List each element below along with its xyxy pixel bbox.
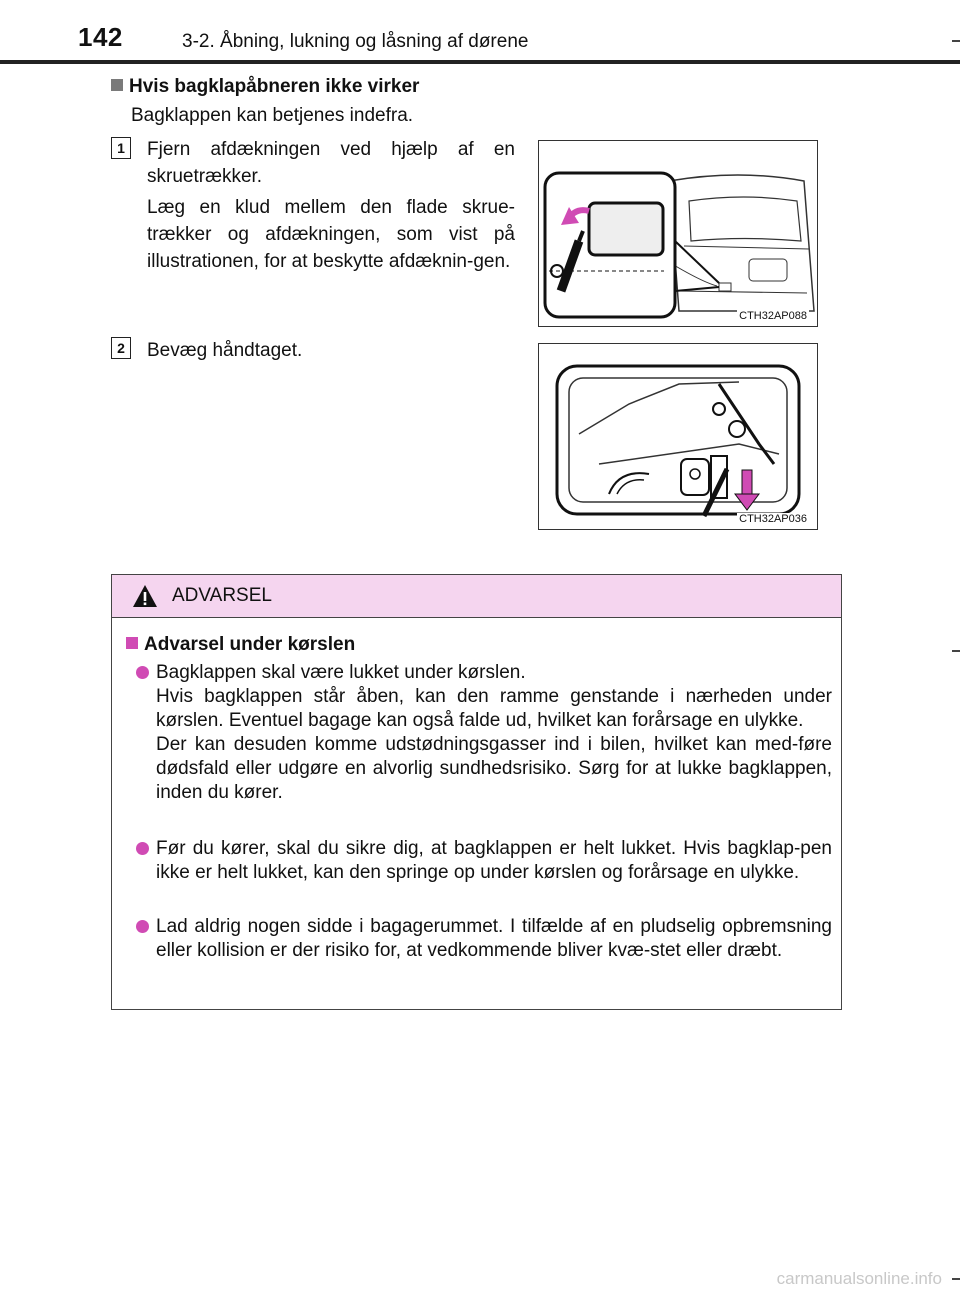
warning-line: Lad aldrig nogen sidde i bagagerummet. I tilfælde af en pludselig opbremsning eller kollision er der risiko for, at vedkommende bliver kvæ-stet eller dræbt.	[156, 916, 832, 961]
step-2-text: Bevæg håndtaget.	[147, 340, 303, 361]
step-1-text: Fjern afdækningen ved hjælp af en skruetrækker.	[147, 139, 515, 187]
page-number: 142	[78, 22, 123, 52]
lever-illustration	[539, 344, 817, 529]
bullet-dot-icon	[136, 666, 149, 679]
section-heading	[111, 76, 419, 98]
warning-title: ADVARSEL	[172, 585, 272, 606]
section-intro: Bagklappen kan betjenes indefra.	[131, 105, 414, 126]
warning-triangle-icon	[132, 584, 158, 608]
warning-line: Før du kører, skal du sikre dig, at bagklappen er helt lukket. Hvis bagklap-pen ikke er helt lukket, kan den springe op under kørslen og forårsage en ulykke.	[156, 838, 832, 883]
section-heading-text: Hvis bagklapåbneren ikke virker	[129, 76, 420, 97]
warning-line: Der kan desuden komme udstødningsgasser ind i bilen, hvilket kan med-føre dødsfald eller udgøre en alvorlig sundhedsrisiko. Sørg for at lukke bagklappen, inden du kører.	[156, 734, 832, 803]
figure-code: CTH32AP088	[739, 310, 807, 322]
square-bullet-icon	[126, 637, 138, 649]
warning-line: Bagklappen skal være lukket under kørslen.	[156, 662, 526, 683]
step-number-badge: 1	[111, 137, 131, 159]
warning-item	[136, 915, 832, 963]
warning-box	[111, 574, 842, 1010]
bullet-dot-icon	[136, 842, 149, 855]
figure-code: CTH32AP036	[739, 513, 807, 525]
warning-line: Hvis bagklappen står åben, kan den ramme genstande i nærheden under kørslen. Eventuel bagage kan også falde ud, hvilket kan forårsage en ulykke.	[156, 686, 832, 731]
watermark: carmanualsonline.info	[776, 1269, 942, 1288]
warning-item	[136, 837, 832, 885]
figure-cover-removal	[538, 140, 818, 327]
crop-mark	[952, 650, 960, 652]
step-1-note: Læg en klud mellem den flade skrue-trækker og afdækningen, som vist på illustrationen, for at beskytte afdæknin-gen.	[147, 197, 515, 272]
warning-header	[112, 575, 841, 618]
warning-subheading	[126, 634, 355, 656]
chapter-title: 3-2. Åbning, lukning og låsning af dørene	[182, 31, 529, 52]
square-bullet-icon	[111, 79, 123, 91]
crop-mark	[952, 1278, 960, 1280]
step-number-badge: 2	[111, 337, 131, 359]
header-rule	[0, 60, 960, 64]
tailgate-illustration	[539, 141, 817, 326]
figure-move-handle	[538, 343, 818, 530]
warning-subheading-text: Advarsel under kørslen	[144, 634, 356, 655]
bullet-dot-icon	[136, 920, 149, 933]
warning-item	[136, 661, 832, 805]
crop-mark	[952, 40, 960, 42]
